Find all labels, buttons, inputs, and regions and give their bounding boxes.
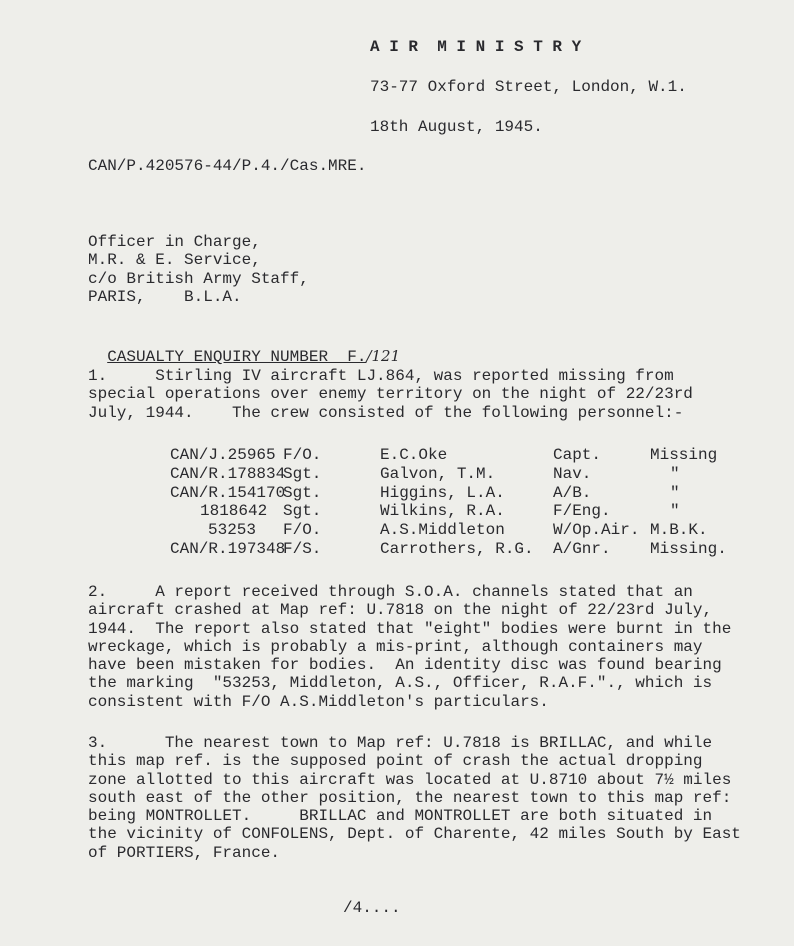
crew-row: [170, 484, 750, 503]
crew-row: [170, 502, 750, 521]
text-line: 1. Stirling IV aircraft LJ.864, was reported missing from: [88, 367, 674, 385]
crew-role: Capt.: [553, 446, 602, 464]
text-line: consistent with F/O A.S.Middleton's particulars.: [88, 692, 549, 711]
crew-name: Wilkins, R.A.: [380, 502, 505, 521]
crew-id: CAN/R.154170: [170, 483, 286, 502]
crew-rank: F/O.: [283, 446, 322, 464]
crew-status: ": [670, 464, 680, 483]
text-line: July, 1944. The crew consisted of the following personnel:-: [88, 403, 684, 422]
crew-role: Nav.: [553, 464, 592, 483]
text-line: 3. The nearest town to Map ref: U.7818 is BRILLAC, and while: [88, 734, 713, 752]
casualty-heading: [88, 329, 400, 366]
continuation-marker: /4....: [343, 899, 401, 917]
crew-status: ": [670, 483, 680, 502]
text-line: special operations over enemy territory on the night of 22/23rd: [88, 385, 693, 404]
crew-id: 53253: [208, 521, 257, 540]
text-line: this map ref. is the supposed point of crash the actual dropping: [88, 752, 703, 771]
crew-rank: Sgt.: [283, 502, 322, 521]
crew-row: [170, 521, 750, 540]
heading-text: CASUALTY ENQUIRY NUMBER F.: [107, 348, 367, 366]
crew-id: CAN/R.197348: [170, 539, 286, 558]
crew-rank: F/S.: [283, 539, 322, 558]
text-line: 1944. The report also stated that "eight" bodies were burnt in the: [88, 619, 732, 638]
crew-name: A.S.Middleton: [380, 521, 505, 540]
crew-id: CAN/R.178834: [170, 464, 286, 483]
addressee-line: M.R. & E. Service,: [88, 251, 261, 270]
crew-id: CAN/J.25965: [170, 446, 276, 464]
text-line: zone allotted to this aircraft was located at U.8710 about 7½ miles: [88, 770, 732, 789]
crew-list: [170, 446, 750, 559]
text-line: being MONTROLLET. BRILLAC and MONTROLLET are both situated in: [88, 807, 713, 826]
crew-rank: F/O.: [283, 521, 322, 540]
crew-row: [170, 540, 750, 559]
crew-status: M.B.K.: [650, 521, 708, 540]
addressee-line: c/o British Army Staff,: [88, 269, 309, 288]
paragraph-2: [88, 583, 731, 711]
crew-role: A/Gnr.: [553, 539, 611, 558]
crew-rank: Sgt.: [283, 464, 322, 483]
text-line: the marking "53253, Middleton, A.S., Officer, R.A.F."., which is: [88, 674, 713, 693]
heading-handwritten-number: /121: [366, 347, 401, 365]
addressee-line: Officer in Charge,: [88, 233, 261, 251]
crew-name: Galvon, T.M.: [380, 464, 496, 483]
crew-role: A/B.: [553, 483, 592, 502]
text-line: south east of the other position, the nearest town to this map ref:: [88, 788, 732, 807]
crew-name: Higgins, L.A.: [380, 483, 505, 502]
crew-role: F/Eng.: [553, 502, 611, 521]
addressee-block: [88, 233, 309, 306]
text-line: wreckage, which is probably a mis-print, although containers may: [88, 637, 703, 656]
addressee-line: PARIS, B.L.A.: [88, 287, 242, 306]
crew-id: 1818642: [200, 502, 268, 521]
crew-row: [170, 446, 750, 465]
text-line: the vicinity of CONFOLENS, Dept. of Charente, 42 miles South by East: [88, 825, 741, 844]
text-line: aircraft crashed at Map ref: U.7818 on the night of 22/23rd July,: [88, 601, 713, 620]
reference-number: CAN/P.420576-44/P.4./Cas.MRE.: [88, 157, 367, 175]
crew-status: Missing.: [650, 539, 727, 558]
paragraph-1: [88, 367, 693, 422]
letterhead-org: A I R M I N I S T R Y: [370, 38, 582, 56]
text-line: 2. A report received through S.O.A. channels stated that an: [88, 583, 693, 601]
crew-rank: Sgt.: [283, 483, 322, 502]
text-line: have been mistaken for bodies. An identity disc was found bearing: [88, 656, 722, 675]
paragraph-3: [88, 734, 741, 862]
text-line: of PORTIERS, France.: [88, 843, 281, 862]
crew-status: ": [670, 502, 680, 521]
crew-name: Carrothers, R.G.: [380, 539, 534, 558]
letterhead-address: 73-77 Oxford Street, London, W.1.: [370, 78, 687, 96]
crew-role: W/Op.Air.: [553, 521, 640, 540]
crew-status: Missing: [650, 446, 718, 464]
crew-name: E.C.Oke: [380, 446, 448, 464]
crew-row: [170, 465, 750, 484]
letter-date: 18th August, 1945.: [370, 118, 543, 136]
